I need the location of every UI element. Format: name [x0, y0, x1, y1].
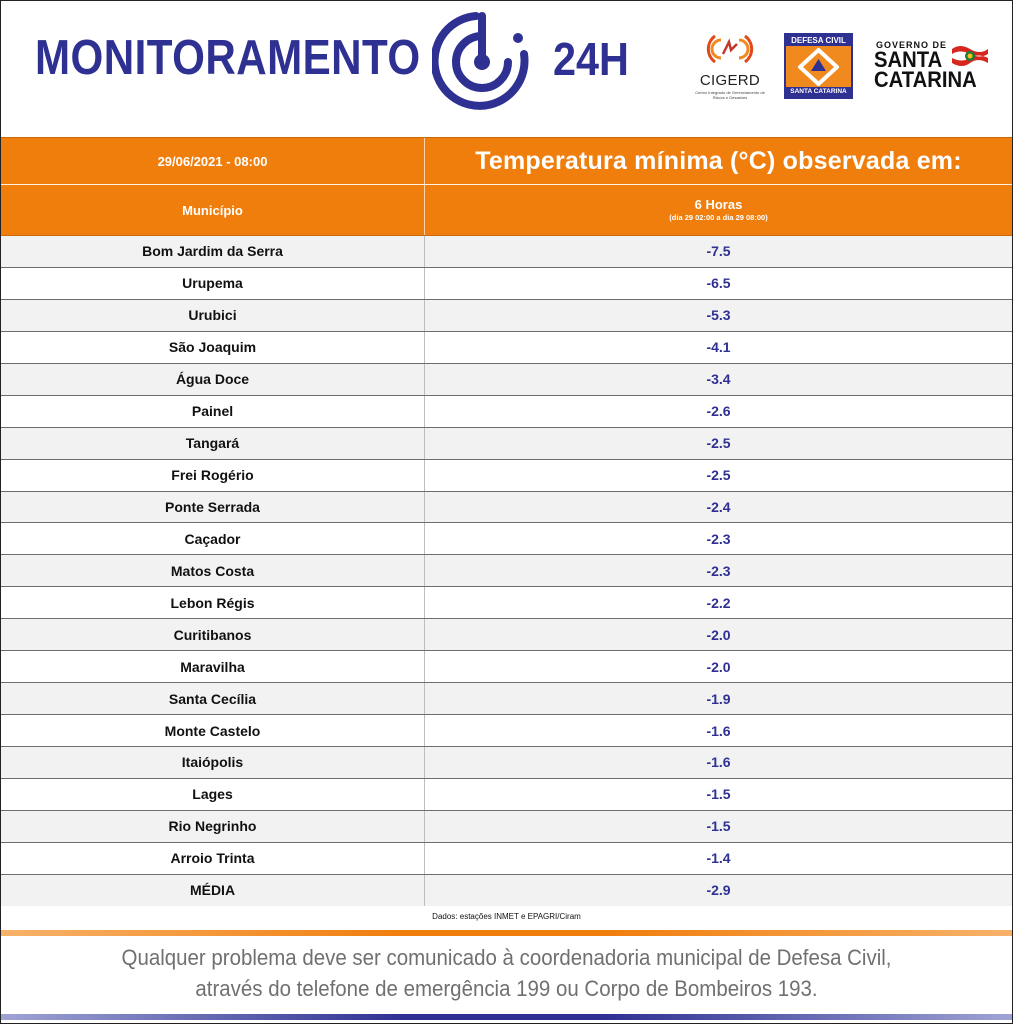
state-flag-icon: [950, 43, 990, 69]
defesa-civil-emblem-icon: [798, 48, 839, 86]
table-header-row-2: [1, 185, 1012, 236]
gov-line1: GOVERNO DE: [876, 40, 948, 50]
temperature-cell: -1.4: [706, 850, 731, 867]
table-row: [1, 523, 1012, 555]
municipio-cell: Tangará: [1, 428, 425, 459]
municipio-cell: Rio Negrinho: [1, 811, 425, 842]
defesa-civil-logo: [784, 33, 853, 99]
gov-line2: SANTA: [874, 47, 943, 72]
municipio-cell: Urubici: [1, 300, 425, 331]
municipio-cell: Santa Cecília: [1, 683, 425, 714]
municipio-cell: Lebon Régis: [1, 587, 425, 618]
table-row: [1, 460, 1012, 492]
table-row: [1, 300, 1012, 332]
table-row: [1, 587, 1012, 619]
table-row: [1, 843, 1012, 875]
footer-notice: [35, 942, 977, 1004]
temperature-cell: -2.5: [706, 467, 731, 484]
table-header-row-1: [1, 137, 1012, 185]
column-header-period: [425, 185, 1012, 235]
cigerd-logo: [693, 28, 767, 102]
temperature-cell: -3.4: [706, 371, 731, 388]
data-source-note: Dados: estações INMET e EPAGRI/Ciram: [1, 906, 1012, 930]
table-row: [1, 492, 1012, 524]
header: [0, 0, 1013, 138]
municipio-cell: Caçador: [1, 523, 425, 554]
temperature-cell: -6.5: [706, 275, 731, 292]
municipio-cell: Bom Jardim da Serra: [1, 236, 425, 267]
municipio-cell: Painel: [1, 396, 425, 427]
cigerd-signal-icon: [693, 28, 767, 72]
column-header-municipio: Município: [1, 185, 425, 235]
gov-line3: CATARINA: [874, 67, 977, 92]
temperature-cell: -2.3: [706, 530, 731, 547]
table-row: [1, 268, 1012, 300]
table-row: [1, 332, 1012, 364]
brand-title: MONITORAMENTO: [35, 31, 421, 85]
table-row: [1, 811, 1012, 843]
temperature-cell: -5.3: [706, 307, 731, 324]
temperature-cell: -2.0: [706, 626, 731, 643]
temperature-cell: -1.6: [706, 722, 731, 739]
table-row: [1, 875, 1012, 907]
brand-suffix: 24H: [553, 33, 629, 85]
municipio-cell: Itaiópolis: [1, 747, 425, 778]
table-row: [1, 364, 1012, 396]
monitoring-radar-icon: [432, 10, 532, 114]
municipio-cell: Ponte Serrada: [1, 492, 425, 523]
table-row: [1, 555, 1012, 587]
temperature-cell: -7.5: [706, 243, 731, 260]
municipio-cell: Água Doce: [1, 364, 425, 395]
table-row: [1, 779, 1012, 811]
municipio-cell: Maravilha: [1, 651, 425, 682]
governo-sc-logo: [874, 40, 994, 92]
temperature-cell: -4.1: [706, 339, 731, 356]
table-title: Temperatura mínima (°C) observada em:: [475, 146, 962, 175]
table-row: [1, 651, 1012, 683]
temperature-cell: -1.9: [706, 690, 731, 707]
temperature-cell: -1.6: [706, 754, 731, 771]
municipio-cell: Urupema: [1, 268, 425, 299]
temperature-cell: -2.5: [706, 435, 731, 452]
orange-divider: [1, 930, 1012, 936]
cigerd-subtitle: Centro Integrado de Gerenciamento de Riscos e Desastres: [695, 90, 765, 100]
blue-divider: [1, 1014, 1012, 1020]
temperature-table: [1, 137, 1012, 907]
period-range: (dia 29 02:00 a dia 29 08:00): [669, 212, 768, 222]
defesa-civil-subtitle: SANTA CATARINA: [786, 87, 851, 97]
table-row: [1, 619, 1012, 651]
table-row: [1, 683, 1012, 715]
table-row: [1, 715, 1012, 747]
temperature-cell: -2.6: [706, 403, 731, 420]
footer-line-1: Qualquer problema deve ser comunicado à coordenadoria municipal de Defesa Civil,: [121, 945, 892, 970]
table-body: [1, 236, 1012, 907]
table-row: [1, 428, 1012, 460]
temperature-cell: -2.4: [706, 498, 731, 515]
period-label: 6 Horas: [694, 196, 743, 212]
table-row: [1, 236, 1012, 268]
table-row: [1, 747, 1012, 779]
temperature-cell: -2.3: [706, 562, 731, 579]
municipio-cell: MÉDIA: [1, 875, 425, 906]
temperature-cell: -2.9: [706, 882, 731, 899]
report-datetime: 29/06/2021 - 08:00: [1, 138, 425, 184]
temperature-cell: -2.2: [706, 594, 731, 611]
municipio-cell: Matos Costa: [1, 555, 425, 586]
municipio-cell: Monte Castelo: [1, 715, 425, 746]
temperature-cell: -1.5: [706, 786, 731, 803]
temperature-cell: -2.0: [706, 658, 731, 675]
municipio-cell: Lages: [1, 779, 425, 810]
defesa-civil-title: DEFESA CIVIL: [786, 35, 851, 46]
footer-line-2: através do telefone de emergência 199 ou Corpo de Bombeiros 193.: [195, 976, 818, 1001]
cigerd-name: CIGERD: [699, 72, 761, 89]
municipio-cell: São Joaquim: [1, 332, 425, 363]
temperature-cell: -1.5: [706, 818, 731, 835]
municipio-cell: Arroio Trinta: [1, 843, 425, 874]
municipio-cell: Curitibanos: [1, 619, 425, 650]
table-row: [1, 396, 1012, 428]
municipio-cell: Frei Rogério: [1, 460, 425, 491]
